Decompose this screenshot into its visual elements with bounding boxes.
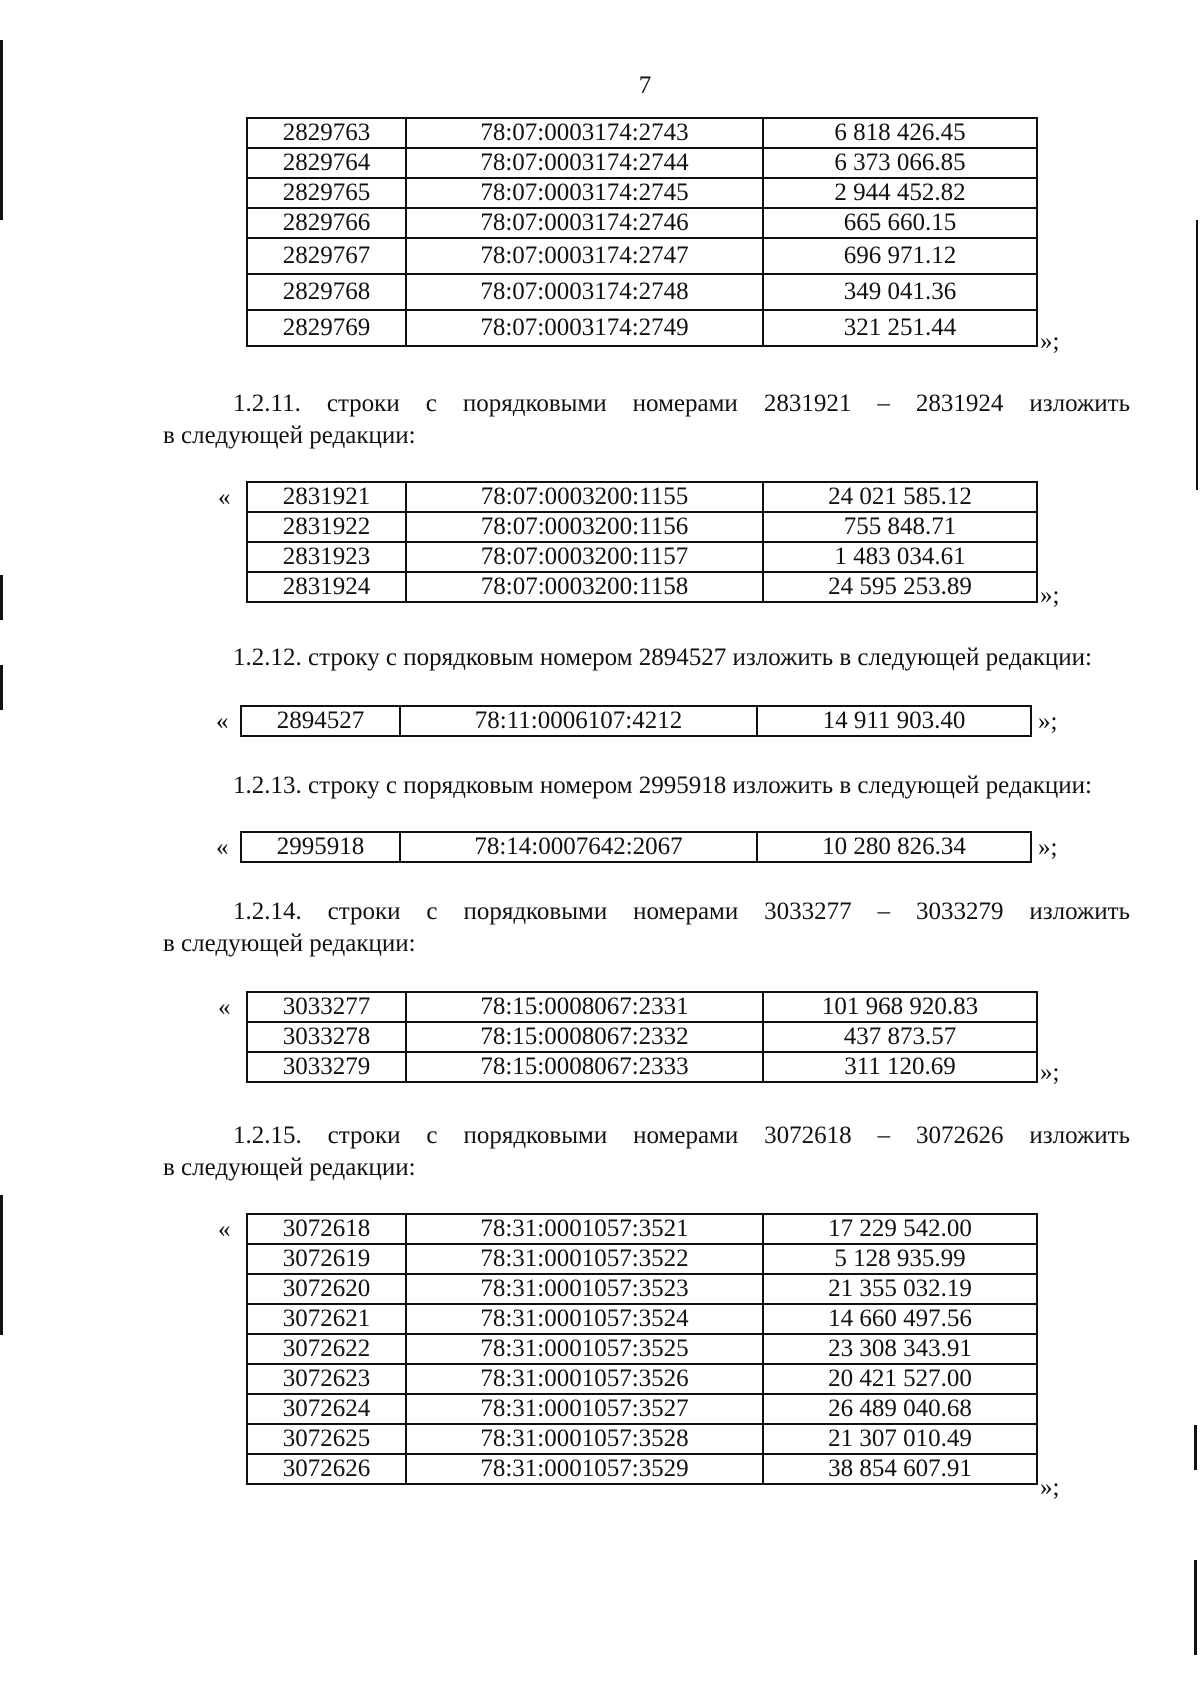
row-number: 3072623 — [247, 1364, 406, 1394]
scan-edge-mark — [1194, 1560, 1197, 1655]
cadastral-value: 321 251.44 — [763, 310, 1037, 346]
table-row — [241, 706, 1031, 736]
table-row — [247, 238, 1037, 274]
cadastral-value: 349 041.36 — [763, 274, 1037, 310]
cadastral-value: 6 373 066.85 — [763, 148, 1037, 178]
heading-line: в следующей редакции: — [163, 1154, 416, 1181]
row-number: 3033277 — [247, 992, 406, 1022]
row-number: 2829768 — [247, 274, 406, 310]
cadastral-value: 2 944 452.82 — [763, 178, 1037, 208]
cadastral-number: 78:15:0008067:2332 — [406, 1022, 763, 1052]
page-number: 7 — [638, 72, 652, 99]
cadastral-number: 78:15:0008067:2331 — [406, 992, 763, 1022]
row-number: 2831924 — [247, 572, 406, 602]
table-row — [247, 1304, 1037, 1334]
row-number: 2894527 — [241, 706, 400, 736]
heading-line: 1.2.14. строки с порядковыми номерами 3033277 – 3033279 изложить — [233, 898, 1130, 925]
row-number: 2829764 — [247, 148, 406, 178]
cadastral-number: 78:31:0001057:3525 — [406, 1334, 763, 1364]
section-heading-1-2-15 — [163, 1120, 1130, 1184]
table-row — [247, 1052, 1037, 1082]
cadastral-number: 78:31:0001057:3527 — [406, 1394, 763, 1424]
row-number: 2829769 — [247, 310, 406, 346]
section-heading-1-2-11 — [163, 388, 1130, 452]
cadastral-number: 78:31:0001057:3529 — [406, 1454, 763, 1484]
scan-edge-mark — [0, 665, 3, 710]
table-row — [247, 1334, 1037, 1364]
table-row — [247, 1394, 1037, 1424]
cadastral-value: 101 968 920.83 — [763, 992, 1037, 1022]
cadastral-value: 24 021 585.12 — [763, 482, 1037, 512]
row-number: 2831923 — [247, 542, 406, 572]
table-row — [247, 1244, 1037, 1274]
close-quote: »; — [1040, 328, 1060, 355]
section-heading-1-2-14 — [163, 896, 1130, 960]
section-heading-1-2-12: 1.2.12. строку с порядковым номером 2894527 изложить в следующей редакции: — [233, 644, 1092, 671]
table-row — [247, 512, 1037, 542]
cadastral-number: 78:07:0003200:1156 — [406, 512, 763, 542]
row-number: 3072625 — [247, 1424, 406, 1454]
scan-edge-mark — [1194, 1425, 1197, 1470]
table-1-2-12 — [240, 705, 1032, 737]
heading-line: в следующей редакции: — [163, 422, 416, 449]
cadastral-value: 38 854 607.91 — [763, 1454, 1037, 1484]
cadastral-value: 24 595 253.89 — [763, 572, 1037, 602]
cadastral-value: 755 848.71 — [763, 512, 1037, 542]
row-number: 3072618 — [247, 1214, 406, 1244]
table-row — [241, 832, 1031, 862]
open-quote: « — [218, 484, 231, 511]
table-row — [247, 572, 1037, 602]
cadastral-value: 14 660 497.56 — [763, 1304, 1037, 1334]
cadastral-number: 78:07:0003174:2743 — [406, 118, 763, 148]
table-row — [247, 1274, 1037, 1304]
cadastral-number: 78:31:0001057:3526 — [406, 1364, 763, 1394]
table-row — [247, 1214, 1037, 1244]
row-number: 3033278 — [247, 1022, 406, 1052]
table-1-2-11 — [246, 481, 1038, 603]
table-row — [247, 274, 1037, 310]
scan-edge-mark — [1196, 220, 1198, 490]
cadastral-number: 78:31:0001057:3523 — [406, 1274, 763, 1304]
cadastral-number: 78:11:0006107:4212 — [400, 706, 757, 736]
table-row — [247, 482, 1037, 512]
cadastral-value: 10 280 826.34 — [757, 832, 1031, 862]
table-row — [247, 1022, 1037, 1052]
row-number: 2995918 — [241, 832, 400, 862]
cadastral-value: 311 120.69 — [763, 1052, 1037, 1082]
scan-edge-mark — [0, 1195, 3, 1335]
heading-line: 1.2.15. строки с порядковыми номерами 3072618 – 3072626 изложить — [233, 1122, 1130, 1149]
close-quote: »; — [1040, 1059, 1060, 1086]
row-number: 2829765 — [247, 178, 406, 208]
cadastral-value: 665 660.15 — [763, 208, 1037, 238]
cadastral-number: 78:31:0001057:3528 — [406, 1424, 763, 1454]
heading-line: в следующей редакции: — [163, 930, 416, 957]
open-quote: « — [216, 708, 229, 735]
close-quote: »; — [1038, 708, 1058, 735]
table-row — [247, 1364, 1037, 1394]
row-number: 2829767 — [247, 238, 406, 274]
cadastral-number: 78:15:0008067:2333 — [406, 1052, 763, 1082]
open-quote: « — [218, 1216, 231, 1243]
cadastral-value: 437 873.57 — [763, 1022, 1037, 1052]
cadastral-number: 78:14:0007642:2067 — [400, 832, 757, 862]
cadastral-value: 21 307 010.49 — [763, 1424, 1037, 1454]
table-row — [247, 542, 1037, 572]
row-number: 3072624 — [247, 1394, 406, 1424]
heading-line: 1.2.11. строки с порядковыми номерами 2831921 – 2831924 изложить — [233, 390, 1130, 417]
cadastral-number: 78:31:0001057:3522 — [406, 1244, 763, 1274]
table-continuation — [246, 117, 1038, 347]
table-row — [247, 310, 1037, 346]
table-row — [247, 148, 1037, 178]
cadastral-number: 78:07:0003174:2749 — [406, 310, 763, 346]
table-row — [247, 1424, 1037, 1454]
cadastral-value: 1 483 034.61 — [763, 542, 1037, 572]
cadastral-value: 21 355 032.19 — [763, 1274, 1037, 1304]
cadastral-value: 6 818 426.45 — [763, 118, 1037, 148]
cadastral-number: 78:31:0001057:3521 — [406, 1214, 763, 1244]
cadastral-number: 78:07:0003174:2744 — [406, 148, 763, 178]
table-1-2-13 — [240, 831, 1032, 863]
section-heading-1-2-13: 1.2.13. строку с порядковым номером 2995918 изложить в следующей редакции: — [233, 772, 1092, 799]
cadastral-number: 78:07:0003174:2748 — [406, 274, 763, 310]
table-row — [247, 118, 1037, 148]
table-row — [247, 208, 1037, 238]
row-number: 3033279 — [247, 1052, 406, 1082]
row-number: 2831921 — [247, 482, 406, 512]
cadastral-number: 78:07:0003200:1157 — [406, 542, 763, 572]
cadastral-value: 23 308 343.91 — [763, 1334, 1037, 1364]
cadastral-value: 20 421 527.00 — [763, 1364, 1037, 1394]
row-number: 3072620 — [247, 1274, 406, 1304]
close-quote: »; — [1038, 834, 1058, 861]
cadastral-number: 78:31:0001057:3524 — [406, 1304, 763, 1334]
open-quote: « — [218, 994, 231, 1021]
cadastral-value: 14 911 903.40 — [757, 706, 1031, 736]
table-1-2-15 — [246, 1213, 1038, 1485]
cadastral-value: 696 971.12 — [763, 238, 1037, 274]
row-number: 2831922 — [247, 512, 406, 542]
cadastral-number: 78:07:0003174:2747 — [406, 238, 763, 274]
cadastral-number: 78:07:0003174:2745 — [406, 178, 763, 208]
scan-edge-mark — [0, 575, 3, 620]
cadastral-value: 26 489 040.68 — [763, 1394, 1037, 1424]
cadastral-value: 17 229 542.00 — [763, 1214, 1037, 1244]
cadastral-number: 78:07:0003200:1155 — [406, 482, 763, 512]
cadastral-number: 78:07:0003174:2746 — [406, 208, 763, 238]
row-number: 3072626 — [247, 1454, 406, 1484]
table-1-2-14 — [246, 991, 1038, 1083]
row-number: 3072619 — [247, 1244, 406, 1274]
cadastral-value: 5 128 935.99 — [763, 1244, 1037, 1274]
close-quote: »; — [1040, 1474, 1060, 1501]
open-quote: « — [216, 834, 229, 861]
cadastral-number: 78:07:0003200:1158 — [406, 572, 763, 602]
row-number: 3072622 — [247, 1334, 406, 1364]
table-row — [247, 178, 1037, 208]
row-number: 2829763 — [247, 118, 406, 148]
scan-edge-mark — [0, 40, 3, 220]
row-number: 3072621 — [247, 1304, 406, 1334]
table-row — [247, 1454, 1037, 1484]
table-row — [247, 992, 1037, 1022]
close-quote: »; — [1040, 582, 1060, 609]
row-number: 2829766 — [247, 208, 406, 238]
